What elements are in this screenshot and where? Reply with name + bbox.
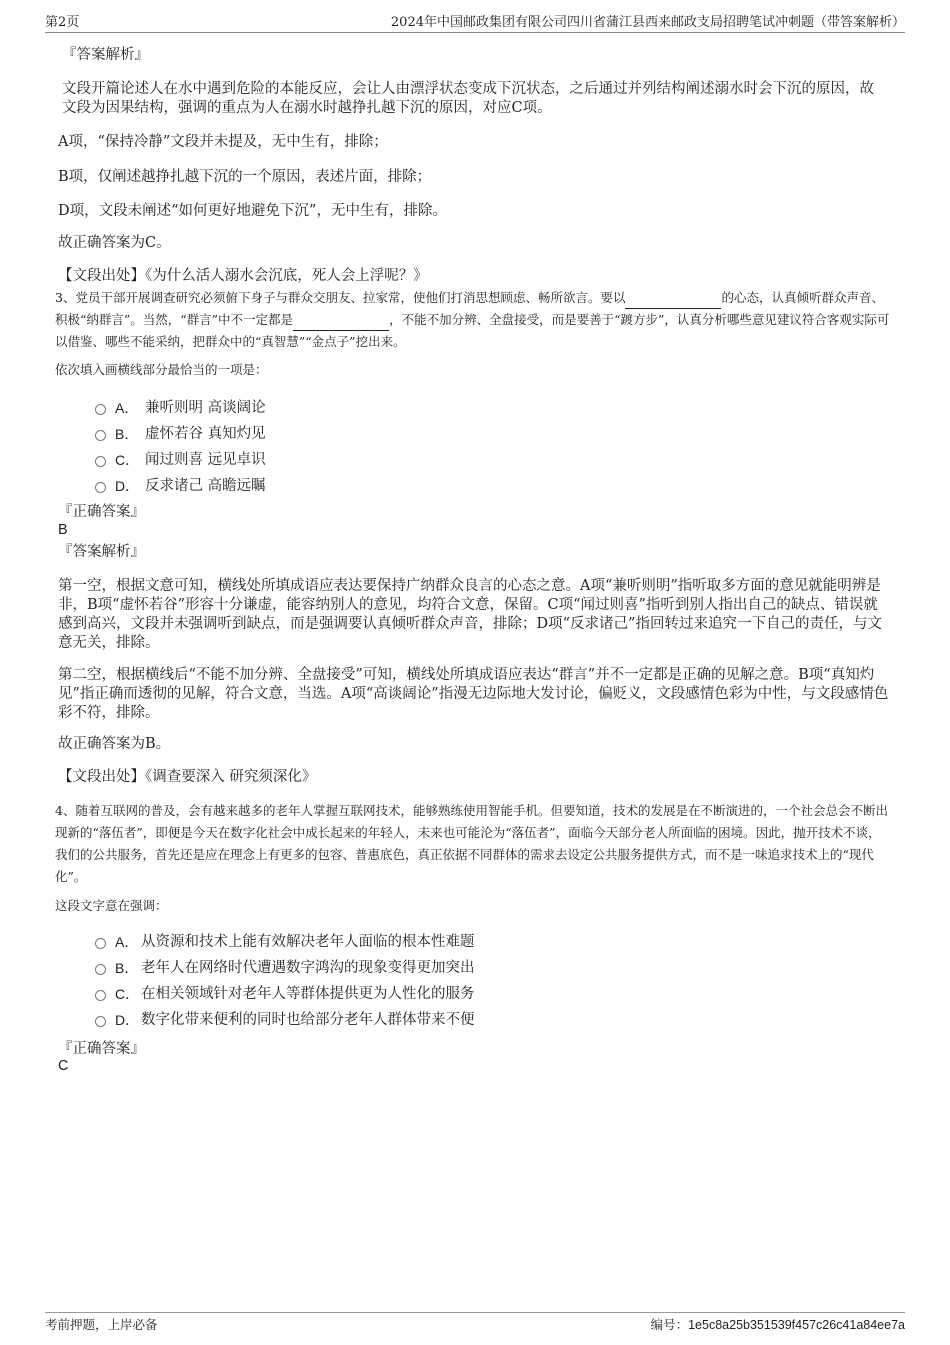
q3-options (95, 395, 655, 499)
radio-icon[interactable] (95, 1016, 106, 1027)
q4-answer-label: 『正确答案』 (58, 1041, 145, 1057)
radio-icon[interactable] (95, 482, 106, 493)
option-d[interactable]: D． 数字化带来便利的同时也给部分老年人群体带来不便 (95, 1007, 655, 1033)
q3-prompt: 依次填入画横线部分最恰当的一项是： (55, 362, 268, 377)
option-a[interactable]: A． 兼听则明 高谈阔论 (95, 395, 655, 421)
q3-analysis-para-2: 第二空，根据横线后“不能不加分辨、全盘接受”可知，横线处所填成语应表达“群言”并不一定都是正确的见解之意。B项“真知灼见”指正确而透彻的见解，符合文意，当选。A项“高谈阔论”指漫无边际地大发讨论，偏贬义，文段感情色彩为中性，与文段感情色彩不符，排除。 (58, 667, 889, 721)
page-header (45, 14, 905, 33)
option-b[interactable]: B． 虚怀若谷 真知灼见 (95, 421, 655, 447)
q4-prompt: 这段文字意在强调： (55, 898, 168, 913)
q3-stem: 3、党员干部开展调查研究必须俯下身子与群众交朋友、拉家常，使他们打消思想顾虑、畅所欲言。要以 的心态，认真倾听群众声音、积极“纳群言”。当然，“群言”中不一定都是 ，不能不加分辨、全盘接受，而是要善于“踱方步”，认真分析哪些意见建议符合客观实际可以借鉴、哪些不能采纳，把群众中的“真智慧”“金点子”挖出来。 (55, 290, 890, 349)
radio-icon[interactable] (95, 964, 106, 975)
q3-analysis-para-1: 第一空，根据文意可知，横线处所填成语应表达要保持广纳群众良言的心态之意。A项“兼听则明”指听取多方面的意见就能明辨是非，B项“虚怀若谷”形容十分谦虚，能容纳别人的意见，均符合文意，保留。C项“闻过则喜”指听到别人指出自己的缺点、错误就感到高兴，文段并未强调听到缺点，而是强调要认真倾听群众声音，排除；D项“反求诸己”指回转过来追究一下自己的责任，与文意无关，排除。 (58, 578, 882, 651)
q4-answer: C (58, 1058, 69, 1074)
radio-icon[interactable] (95, 456, 106, 467)
radio-icon[interactable] (95, 938, 106, 949)
blank-1 (625, 295, 721, 309)
footer-slogan: 考前押题，上岸必备 (45, 1317, 158, 1332)
page-footer (45, 1312, 905, 1335)
q2-conclusion: 故正确答案为C。 (58, 235, 171, 251)
q4-stem: 4、随着互联网的普及，会有越来越多的老年人掌握互联网技术，能够熟练使用智能手机。但要知道，技术的发展是在不断演进的，一个社会总会不断出现新的“落伍者”，即便是今天在数字化社会中成长起来的年轻人，未来也可能沦为“落伍者”，面临今天部分老人所面临的困境。因此，抛开技术不谈，我们的公共服务，首先还是应在理念上有更多的包容、普惠底色，真正依据不同群体的需求去设定公共服务提供方式，而不是一味追求技术上的“现代化”。 (55, 803, 888, 884)
q2-source: 【文段出处】《为什么活人溺水会沉底，死人会上浮呢？》 (58, 268, 428, 284)
radio-icon[interactable] (95, 990, 106, 1001)
q2-option-b-analysis: B项，仅阐述越挣扎越下沉的一个原因，表述片面，排除； (58, 169, 432, 185)
option-d[interactable]: D． 反求诸己 高瞻远瞩 (95, 473, 655, 499)
blank-2 (293, 317, 389, 331)
option-c[interactable]: C． 闻过则喜 远见卓识 (95, 447, 655, 473)
document-title: 2024年中国邮政集团有限公司四川省蒲江县西来邮政支局招聘笔试冲刺题（带答案解析） (390, 15, 905, 30)
q3-answer: B (58, 522, 68, 538)
q3-answer-label: 『正确答案』 (58, 504, 145, 520)
q2-analysis-label: 『答案解析』 (62, 47, 149, 63)
option-b[interactable]: B． 老年人在网络时代遭遇数字鸿沟的现象变得更加突出 (95, 955, 655, 981)
radio-icon[interactable] (95, 404, 106, 415)
radio-icon[interactable] (95, 430, 106, 441)
q2-option-a-analysis: A项，“保持冷静”文段并未提及，无中生有，排除； (58, 134, 388, 150)
q3-source: 【文段出处】《调查要深入 研究须深化》 (58, 769, 317, 785)
option-c[interactable]: C． 在相关领域针对老年人等群体提供更为人性化的服务 (95, 981, 655, 1007)
option-a[interactable]: A． 从资源和技术上能有效解决老年人面临的根本性难题 (95, 929, 655, 955)
q3-conclusion: 故正确答案为B。 (58, 736, 171, 752)
page-number: 第2页 (45, 15, 80, 30)
q2-option-d-analysis: D项，文段未阐述“如何更好地避免下沉”，无中生有，排除。 (58, 203, 447, 219)
q2-analysis-para: 文段开篇论述人在水中遇到危险的本能反应，会让人由漂浮状态变成下沉状态，之后通过并列结构阐述溺水时会下沉的原因，故文段为因果结构，强调的重点为人在溺水时越挣扎越下沉的原因，对应C项。 (62, 81, 874, 116)
q3-analysis-label: 『答案解析』 (58, 544, 145, 560)
footer-id: 编号：1e5c8a25b351539f457c26c41a84ee7a (650, 1317, 905, 1332)
q4-options (95, 929, 655, 1033)
